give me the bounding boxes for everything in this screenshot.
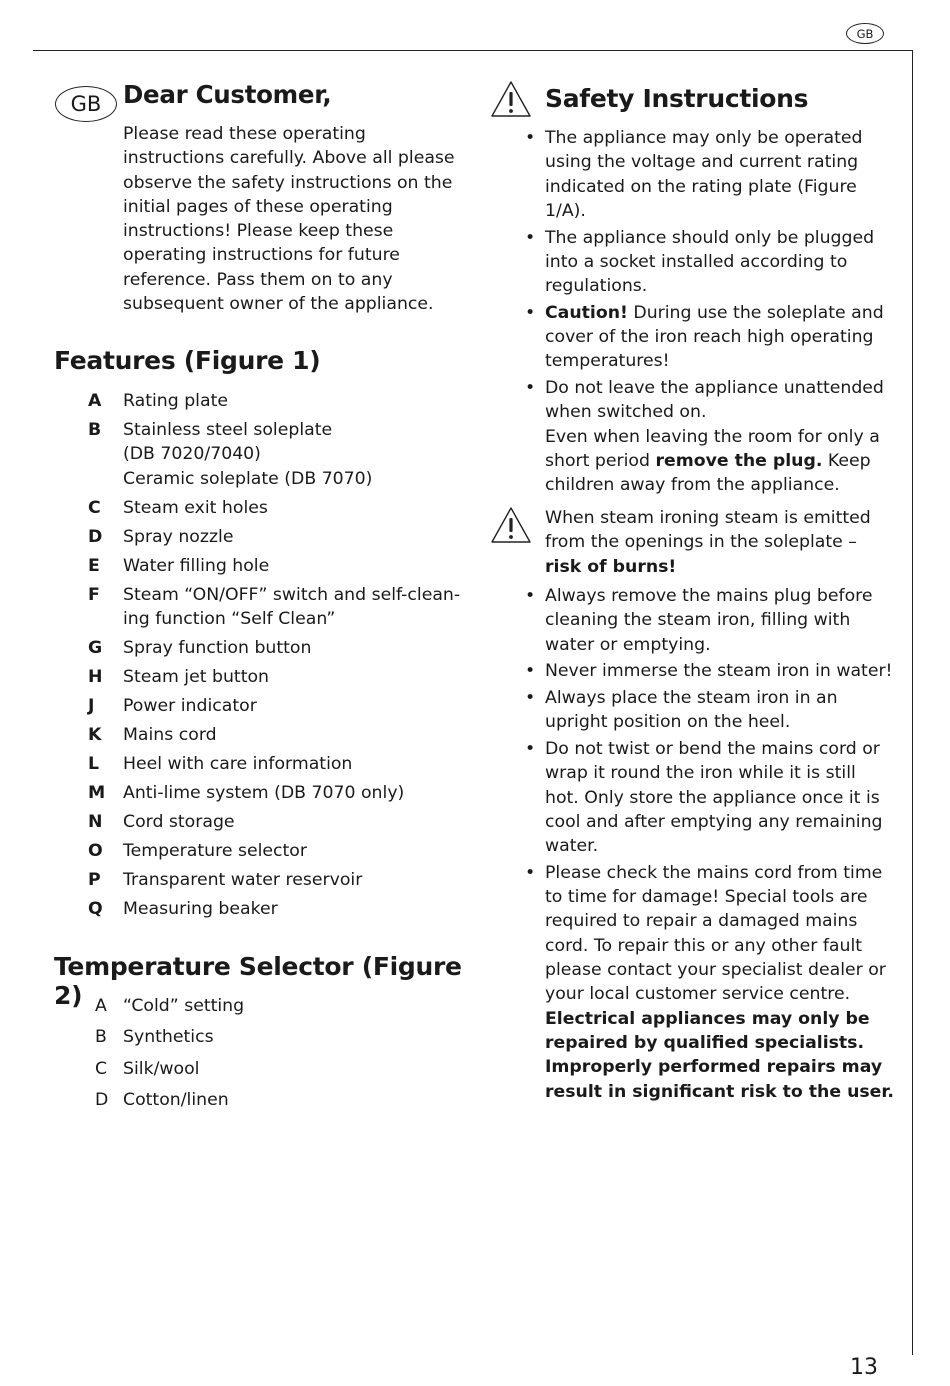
feature-item (88, 694, 470, 718)
warning-triangle-icon (490, 506, 532, 544)
setting-key: B (95, 1027, 107, 1048)
feature-key: P (88, 869, 101, 890)
setting-key: D (95, 1089, 109, 1110)
safety-item: • The appliance should only be plugged into a socket installed according to regulations. (525, 226, 895, 299)
feature-item (88, 897, 470, 921)
unattended-text-end: Keep children away from the appliance. (545, 451, 871, 496)
repair-text: Please check the mains cord from time to time for damage! Special tools are required to repair a damaged mains cord. To repair this or any other fault please contact your specialist dealer or your local customer service centre. (545, 862, 886, 1005)
dear-customer-heading: Dear Customer, (123, 80, 332, 109)
feature-item (88, 554, 470, 578)
steam-warning-text: When steam ironing steam is emitted from the openings in the soleplate – (545, 508, 871, 553)
temperature-setting-item (95, 1057, 477, 1081)
feature-text: ing function “Self Clean” (123, 608, 336, 629)
feature-text: Ceramic soleplate (DB 7070) (123, 468, 373, 489)
feature-item (88, 781, 470, 805)
features-heading: Features (Figure 1) (54, 346, 321, 375)
feature-key: L (88, 753, 100, 774)
feature-key: B (88, 419, 102, 440)
margin-rule (912, 50, 913, 1355)
warning-triangle-icon (490, 80, 532, 118)
setting-text: “Cold” setting (123, 996, 245, 1016)
temperature-settings-list (95, 994, 477, 1119)
setting-text: Silk/wool (123, 1058, 200, 1079)
safety-list-continued (525, 584, 895, 1106)
risk-of-burns-emphasis: risk of burns! (545, 556, 677, 577)
temperature-setting-item (95, 1088, 477, 1112)
feature-text: Anti-lime system (DB 7070 only) (123, 782, 405, 803)
feature-key: A (88, 391, 102, 411)
feature-text: Power indicator (123, 695, 257, 716)
feature-text: Stainless steel soleplate (123, 419, 333, 440)
feature-key: E (88, 555, 100, 576)
remove-plug-emphasis: remove the plug. (655, 451, 823, 472)
setting-key: C (95, 1058, 108, 1079)
feature-key: G (88, 637, 103, 658)
safety-item: • The appliance may only be operated using the voltage and current rating indicated on the rating plate (Figure 1/A). (525, 126, 895, 223)
feature-text: Mains cord (123, 724, 217, 745)
feature-text: Temperature selector (123, 840, 307, 861)
feature-key: H (88, 666, 103, 687)
setting-key: A (95, 996, 107, 1016)
feature-item (88, 752, 470, 776)
intro-paragraph: Please read these operating instructions carefully. Above all please observe the safety instructions on the initial pages of these operating instructions! Please keep these operating instructions for future reference. Pass them on to any subsequent owner of the appliance. (123, 124, 455, 315)
safety-item: • Always remove the mains plug before cleaning the steam iron, filling with water or emptying. (525, 584, 895, 657)
feature-text: Spray nozzle (123, 526, 234, 547)
feature-item (88, 525, 470, 549)
language-badge: GB (55, 86, 117, 122)
caution-label: Caution! (545, 302, 628, 323)
temperature-setting-item (95, 994, 477, 1018)
feature-text: Steam jet button (123, 666, 269, 687)
feature-key: O (88, 840, 103, 861)
unattended-text: Even when leaving the room for only a short period (545, 426, 880, 472)
feature-text: (DB 7020/7040) (123, 444, 261, 465)
feature-item (88, 389, 470, 413)
feature-text: Transparent water reservoir (123, 869, 363, 890)
features-list (88, 389, 470, 926)
feature-item (88, 418, 470, 491)
safety-item: • Never immerse the steam iron in water! (525, 659, 895, 683)
feature-text: Rating plate (123, 391, 228, 411)
feature-item (88, 636, 470, 660)
language-badge-header: GB (846, 23, 884, 44)
feature-item (88, 839, 470, 863)
feature-key: C (88, 497, 101, 518)
feature-text: Steam exit holes (123, 497, 268, 518)
safety-item: • Always place the steam iron in an upright position on the heel. (525, 686, 895, 735)
temperature-setting-item (95, 1025, 477, 1049)
safety-list (525, 126, 895, 500)
feature-key: Q (88, 898, 103, 919)
feature-key: M (88, 782, 106, 803)
safety-item-caution (525, 301, 895, 374)
feature-item (88, 868, 470, 892)
feature-key: J (88, 695, 95, 716)
feature-text: Water filling hole (123, 555, 270, 576)
safety-item: • Do not twist or bend the mains cord or wrap it round the iron while it is still hot. Only store the appliance once it is cool and after emptying any remaining water. (525, 737, 895, 858)
steam-burn-warning (545, 506, 890, 579)
feature-key: K (88, 724, 102, 745)
temperature-selector-heading: Temperature Selector (Figure 2) (54, 952, 462, 1010)
feature-text: Cord storage (123, 811, 235, 832)
feature-text: Spray function button (123, 637, 312, 658)
feature-text: Measuring beaker (123, 898, 278, 919)
left-column (0, 0, 470, 1386)
feature-item (88, 810, 470, 834)
unattended-line: Do not leave the appliance unattended when switched on. (545, 378, 884, 423)
setting-text: Cotton/linen (123, 1089, 229, 1110)
safety-instructions-heading: Safety Instructions (545, 84, 809, 113)
feature-item (88, 723, 470, 747)
feature-text: Steam “ON/OFF” switch and self-clean- (123, 584, 461, 605)
safety-item-unattended (525, 376, 895, 497)
feature-key: F (88, 584, 100, 605)
repair-warning-emphasis: Electrical appliances may only be repaired by qualified specialists. Improperly performed repairs may result in significant risk to the user. (545, 1008, 894, 1102)
page-number: 13 (850, 1355, 878, 1380)
feature-key: D (88, 526, 103, 547)
right-column (470, 0, 910, 1386)
feature-item (88, 583, 470, 632)
feature-text: Heel with care information (123, 753, 353, 774)
caution-text: During use the soleplate and cover of the iron reach high operating temperatures! (545, 302, 884, 372)
feature-item (88, 496, 470, 520)
feature-item (88, 665, 470, 689)
feature-key: N (88, 811, 103, 832)
setting-text: Synthetics (123, 1027, 214, 1048)
safety-item-repair (525, 861, 895, 1104)
